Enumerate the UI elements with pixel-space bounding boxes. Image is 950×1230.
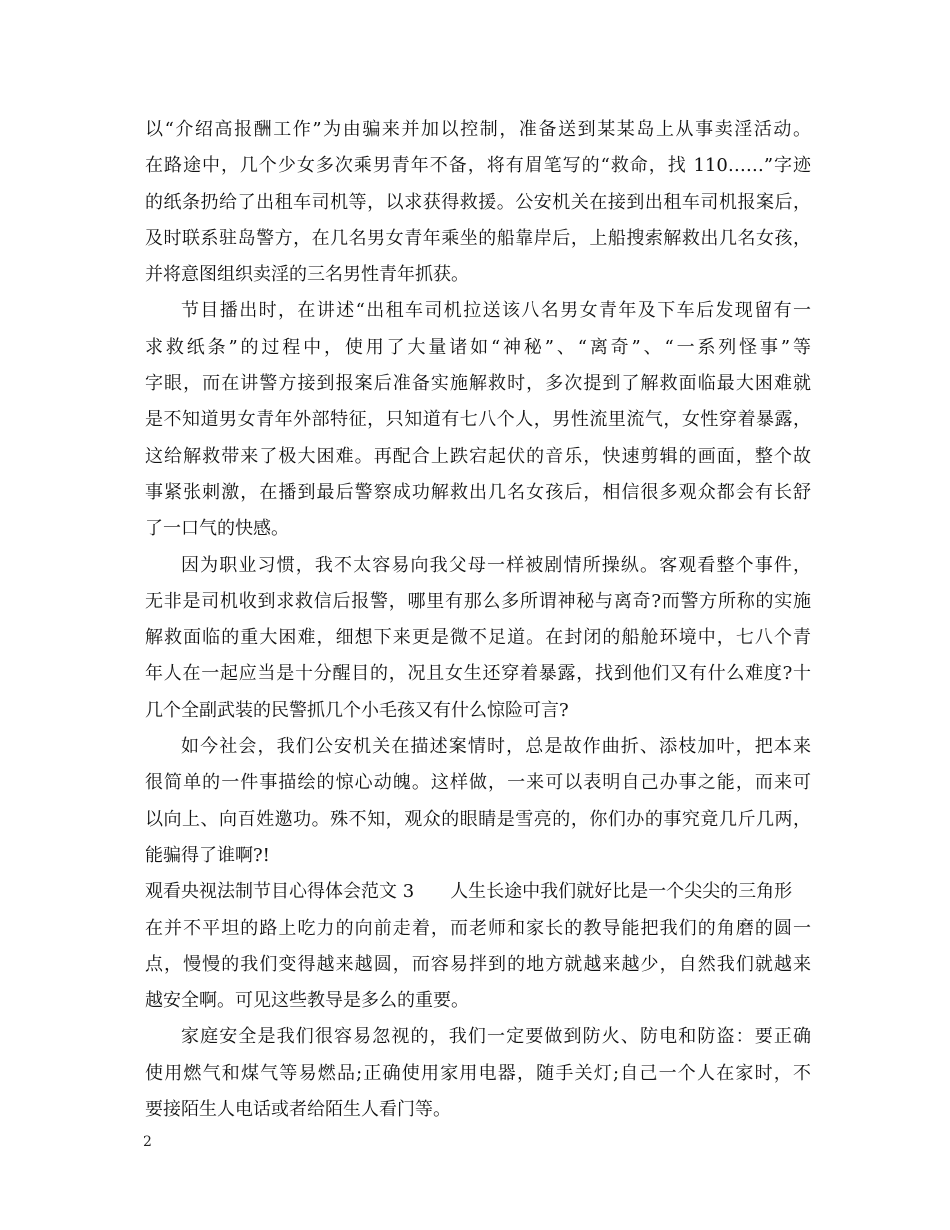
text-line: 以向上、向百姓邀功。殊不知，观众的眼睛是雪亮的，你们办的事究竟几斤几两， [145, 808, 811, 830]
text-line: 要接陌生人电话或者给陌生人看门等。 [145, 1099, 451, 1121]
text-line: 求救纸条”的过程中，使用了大量诸如“神秘”、“离奇”、“一系列怪事”等 [145, 336, 811, 358]
text-line: 并将意图组织卖淫的三名男性青年抓获。 [145, 264, 469, 286]
text-line: 在并不平坦的路上吃力的向前走着，而老师和家长的教导能把我们的角磨的圆一 [145, 917, 811, 939]
paragraph-4 [145, 729, 811, 874]
text-line: 点，慢慢的我们变得越来越圆，而容易拌到的地方就越来越少，自然我们就越来 [145, 953, 811, 975]
text-line: 无非是司机收到求救信后报警，哪里有那么多所谓神秘与离奇?而警方所称的实施 [145, 590, 811, 612]
text-line: 这给解救带来了极大困难。再配合上跌宕起伏的音乐，快速剪辑的画面，整个故 [145, 445, 811, 467]
text-line: 很简单的一件事描绘的惊心动魄。这样做，一来可以表明自己办事之能，而来可 [145, 772, 811, 794]
section-heading-line [145, 874, 811, 910]
text-line: 年人在一起应当是十分醒目的，况且女生还穿着暴露，找到他们又有什么难度?十 [145, 663, 811, 685]
text-line: 是不知道男女青年外部特征，只知道有七八个人，男性流里流气，女性穿着暴露， [145, 409, 811, 431]
text-line: 几个全副武装的民警抓几个小毛孩又有什么惊险可言? [145, 699, 569, 721]
text-line: 了一口气的快感。 [145, 518, 289, 540]
paragraph-1 [145, 112, 811, 293]
text-line: 因为职业习惯，我不太容易向我父母一样被剧情所操纵。客观看整个事件， [181, 554, 811, 576]
text-line: 使用燃气和煤气等易燃品;正确使用家用电器，随手关灯;自己一个人在家时，不 [145, 1062, 811, 1084]
paragraph-2 [145, 293, 811, 547]
section-3 [145, 874, 811, 1019]
text-line: 能骗得了谁啊?! [145, 844, 270, 866]
text-line: 及时联系驻岛警方，在几名男女青年乘坐的船靠岸后，上船搜索解救出几名女孩， [145, 227, 811, 249]
page-number: 2 [143, 1134, 152, 1150]
body-text [145, 112, 811, 1128]
text-line: 解救面临的重大困难，细想下来更是微不足道。在封闭的船舱环境中，七八个青 [145, 627, 811, 649]
section-first-line: 人生长途中我们就好比是一个尖尖的三角形 [450, 881, 793, 903]
text-line: 节目播出时，在讲述“出租车司机拉送该八名男女青年及下车后发现留有一 [181, 300, 811, 322]
paragraph-3 [145, 548, 811, 729]
text-line: 越安全啊。可见这些教导是多么的重要。 [145, 990, 469, 1012]
text-line: 在路途中，几个少女多次乘男青年不备，将有眉笔写的“救命，找 110……”字迹 [145, 155, 811, 177]
text-line: 的纸条扔给了出租车司机等，以求获得救援。公安机关在接到出租车司机报案后， [145, 191, 811, 213]
paragraph-closing [145, 1019, 811, 1128]
text-line: 事紧张刺激，在播到最后警察成功解救出几名女孩后，相信很多观众都会有长舒 [145, 481, 811, 503]
text-line: 如今社会，我们公安机关在描述案情时，总是故作曲折、添枝加叶，把本来 [181, 736, 811, 758]
section-heading: 观看央视法制节目心得体会范文 3 [145, 881, 415, 903]
text-line: 以“介绍高报酬工作”为由骗来并加以控制，准备送到某某岛上从事卖淫活动。 [145, 119, 811, 140]
text-line: 字眼，而在讲警方接到报案后准备实施解救时，多次提到了解救面临最大困难就 [145, 373, 811, 395]
text-line: 家庭安全是我们很容易忽视的，我们一定要做到防火、防电和防盗：要正确 [181, 1026, 811, 1048]
